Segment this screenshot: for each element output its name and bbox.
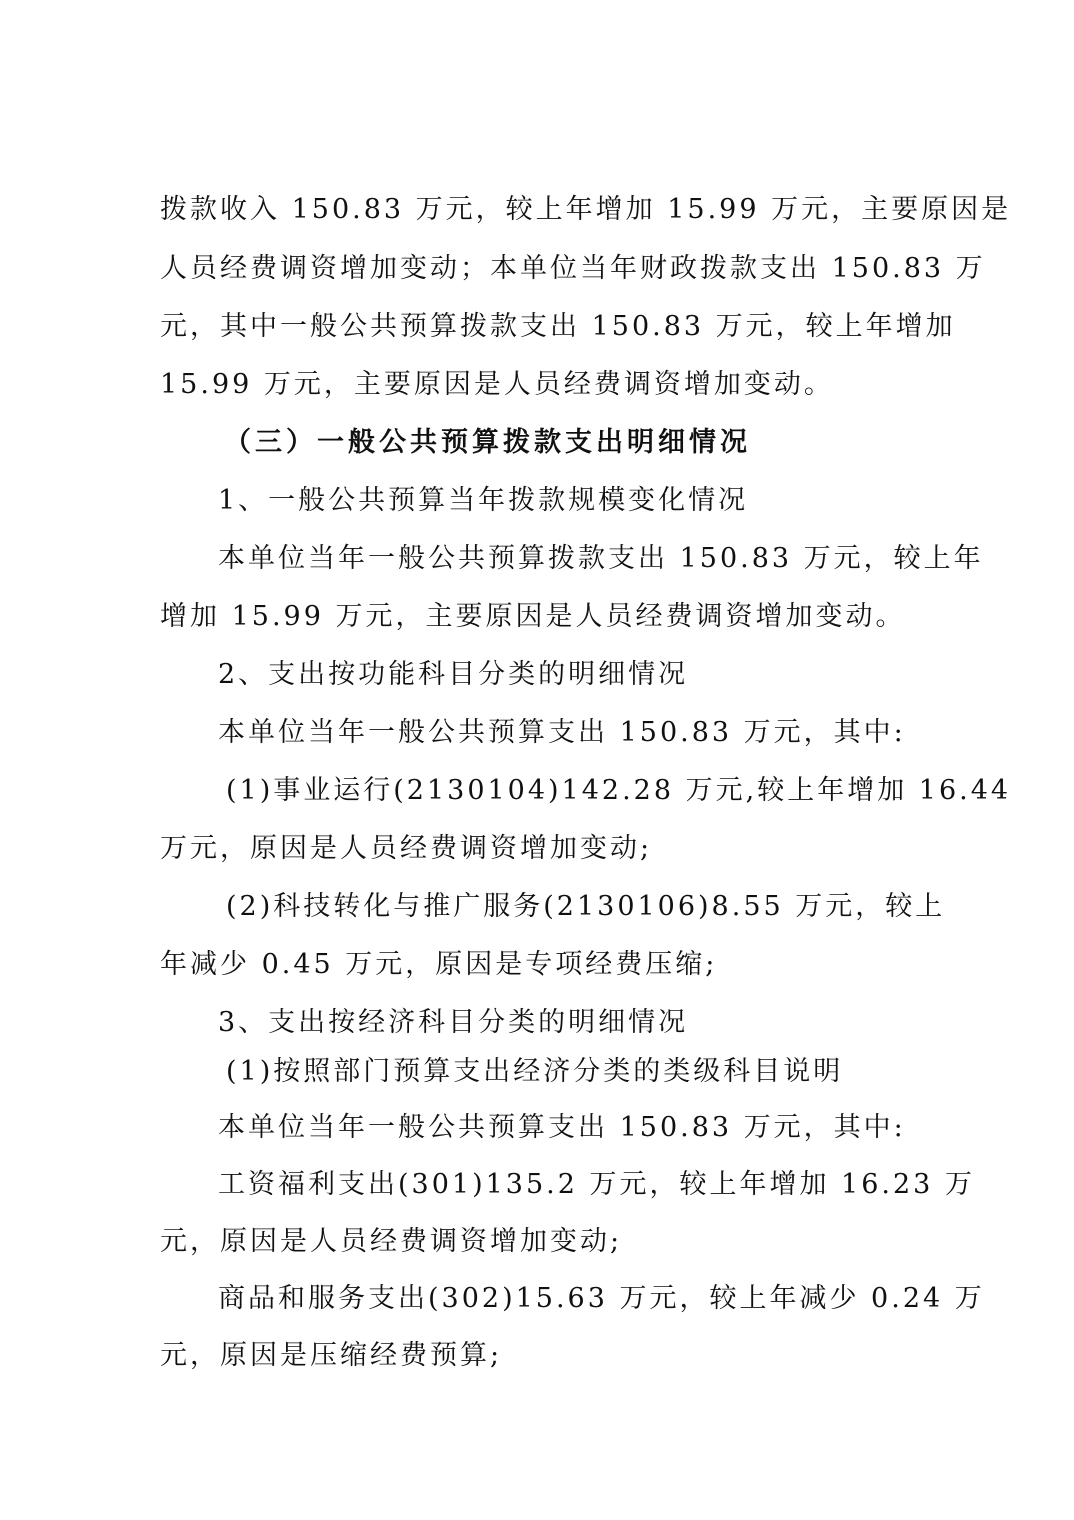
- paragraph-line: 元，原因是人员经费调资增加变动;: [160, 1226, 623, 1257]
- subsection-title: 3、支出按经济科目分类的明细情况: [218, 1007, 689, 1038]
- paragraph-line: 本单位当年一般公共预算拨款支出 150.83 万元，较上年: [218, 543, 984, 574]
- list-item-line: 万元，原因是人员经费调资增加变动;: [160, 833, 653, 864]
- paragraph-line: 人员经费调资增加变动；本单位当年财政拨款支出 150.83 万: [160, 253, 986, 284]
- list-item-line: (1)事业运行(2130104)142.28 万元,较上年增加 16.44: [226, 775, 1012, 806]
- paragraph-line: 增加 15.99 万元，主要原因是人员经费调资增加变动。: [160, 601, 906, 632]
- paragraph-line: 元，其中一般公共预算拨款支出 150.83 万元，较上年增加: [160, 311, 956, 342]
- list-item-line: (2)科技转化与推广服务(2130106)8.55 万元，较上: [226, 891, 946, 922]
- paragraph-line: 15.99 万元，主要原因是人员经费调资增加变动。: [160, 369, 834, 400]
- paragraph-line: 本单位当年一般公共预算支出 150.83 万元，其中:: [218, 717, 906, 748]
- paragraph-line: 拨款收入 150.83 万元，较上年增加 15.99 万元，主要原因是: [160, 194, 1012, 225]
- paragraph-line: 元，原因是压缩经费预算;: [160, 1340, 503, 1371]
- subsection-title: 2、支出按功能科目分类的明细情况: [218, 659, 689, 690]
- list-item-line: 年减少 0.45 万元，原因是专项经费压缩;: [160, 949, 718, 980]
- list-item-line: (1)按照部门预算支出经济分类的类级科目说明: [226, 1056, 844, 1087]
- paragraph-line: 商品和服务支出(302)15.63 万元，较上年减少 0.24 万: [218, 1283, 985, 1314]
- paragraph-line: 工资福利支出(301)135.2 万元，较上年增加 16.23 万: [218, 1169, 975, 1200]
- subsection-title: 1、一般公共预算当年拨款规模变化情况: [218, 485, 749, 516]
- section-heading: （三）一般公共预算拨款支出明细情况: [224, 427, 751, 458]
- paragraph-line: 本单位当年一般公共预算支出 150.83 万元，其中:: [218, 1112, 906, 1143]
